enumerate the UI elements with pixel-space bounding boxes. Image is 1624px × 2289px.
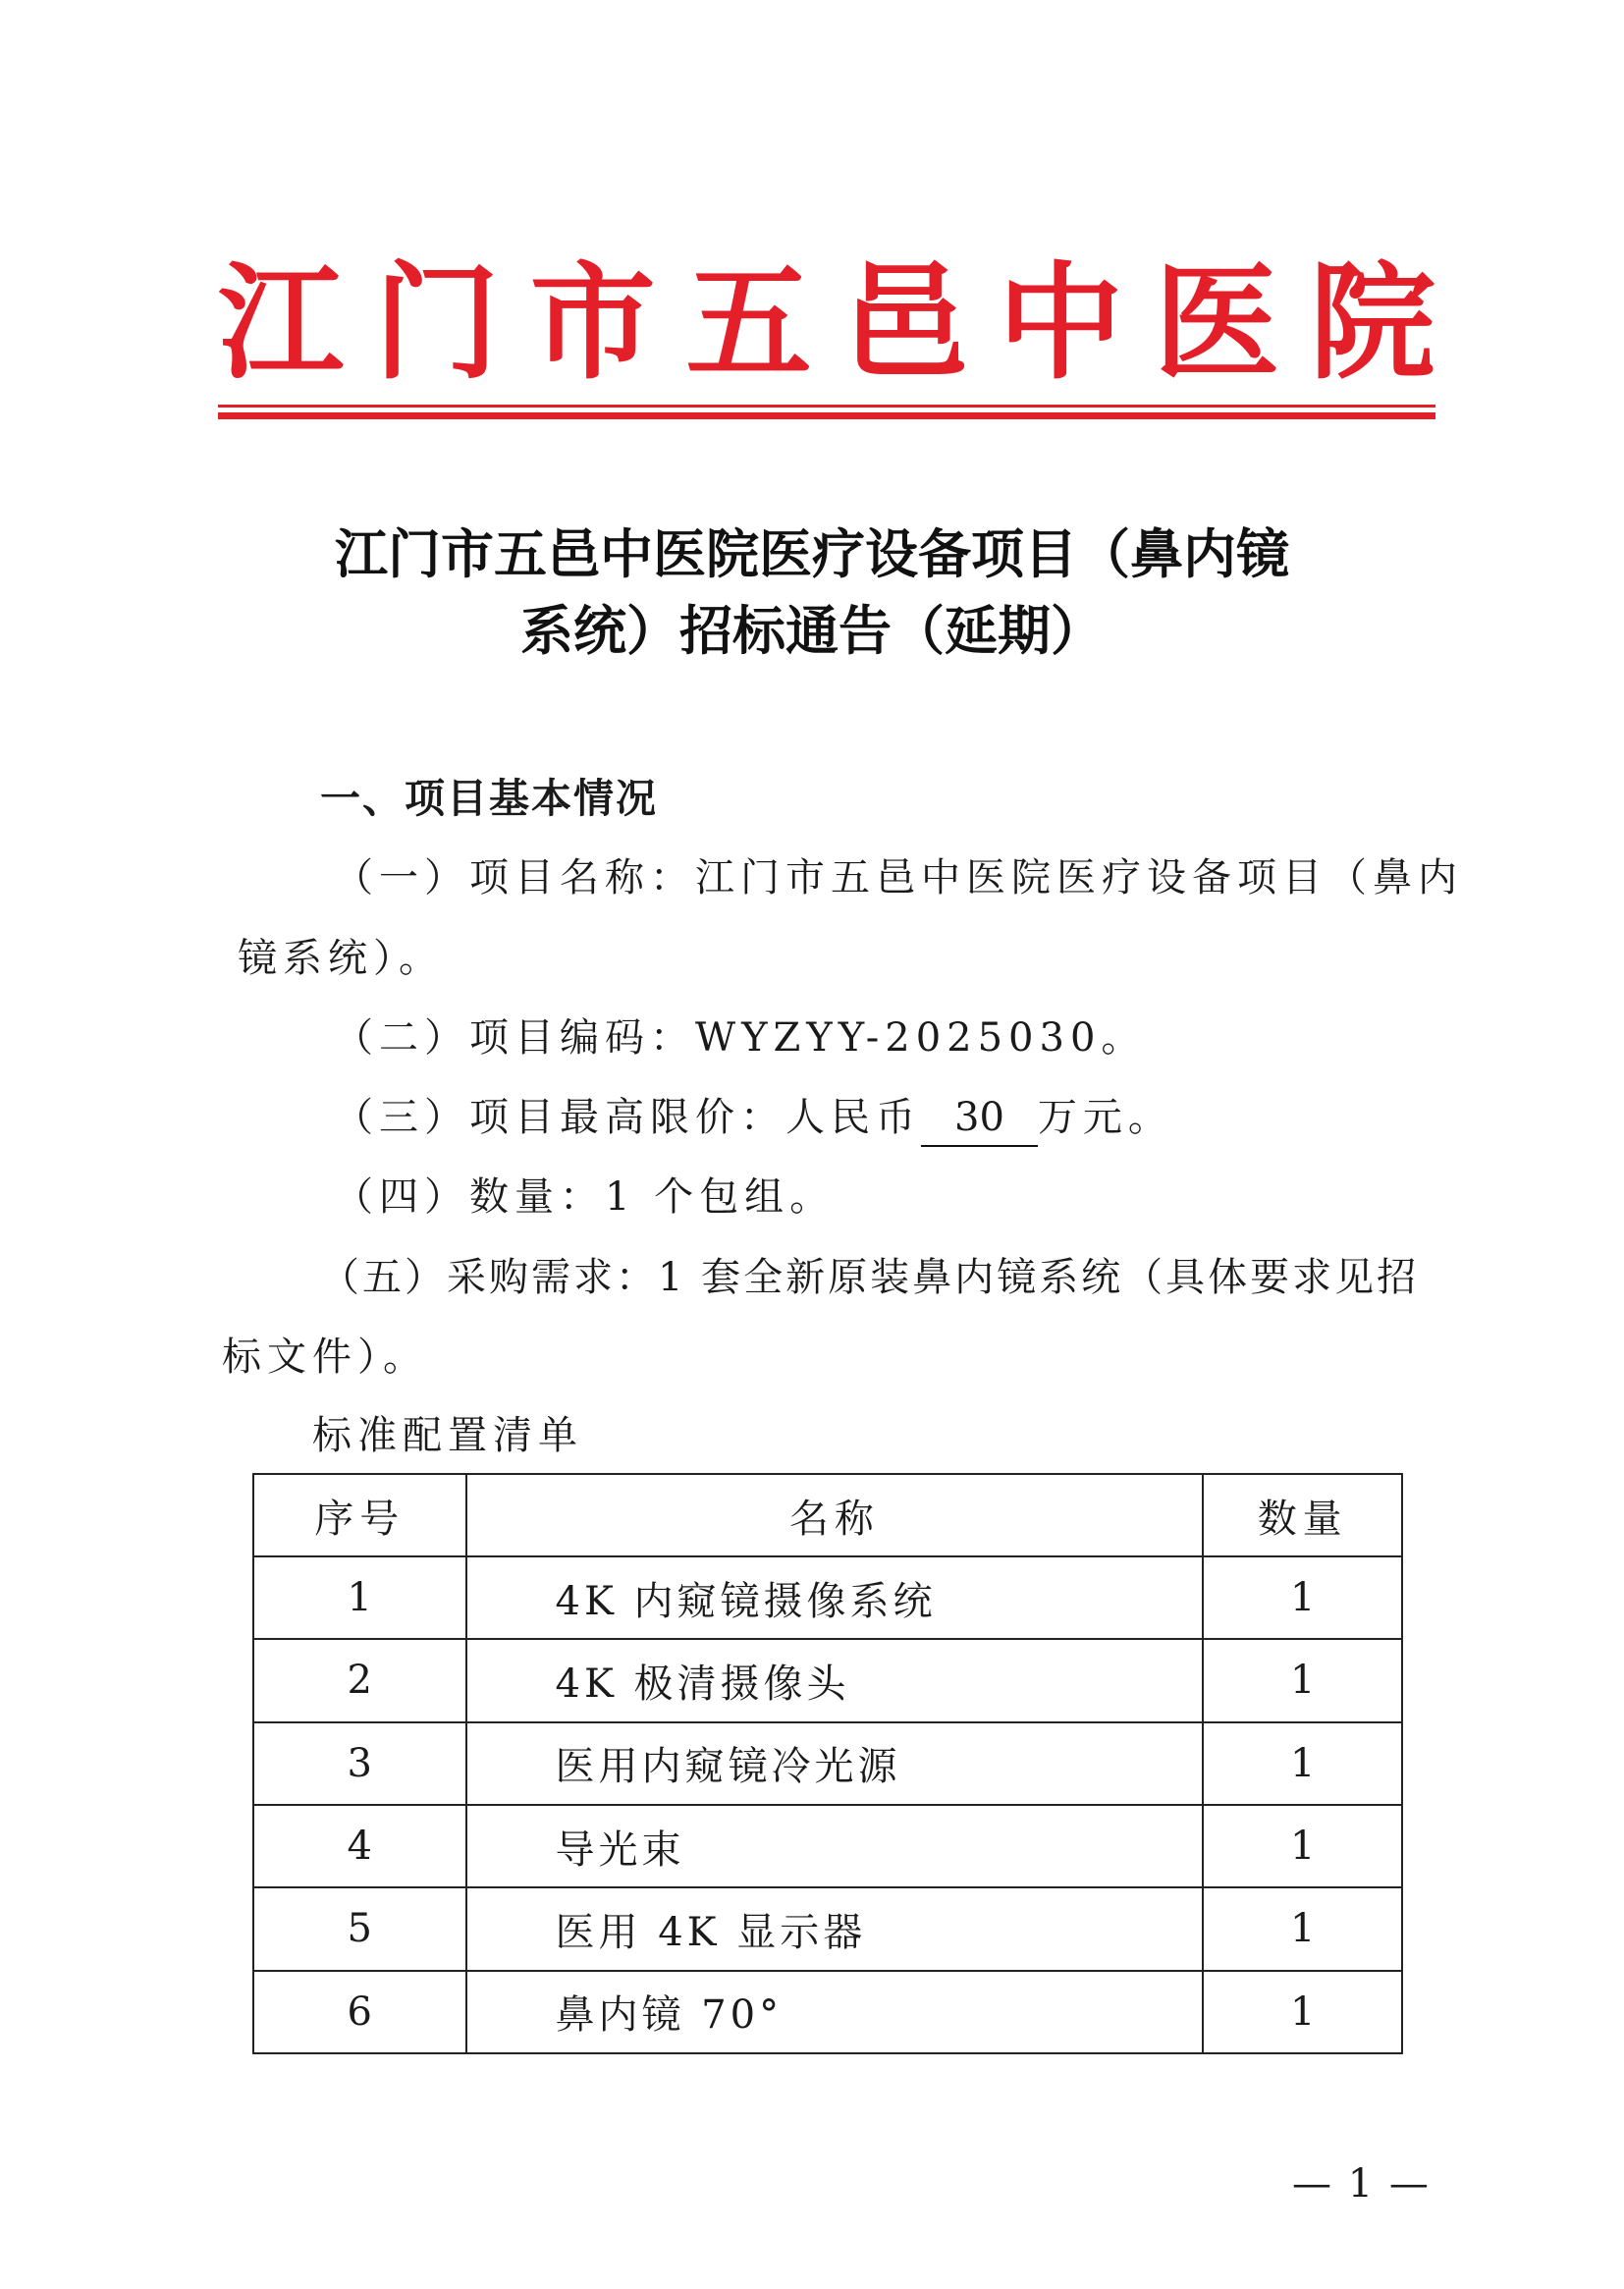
page-number: — 1 — xyxy=(1292,2161,1431,2207)
config-table-caption: 标准配置清单 xyxy=(312,1413,583,1458)
letterhead-char: 五 xyxy=(685,250,812,397)
row-index: 1 xyxy=(253,1556,466,1639)
row-name: 鼻内镜 70° xyxy=(466,1971,1204,2053)
item-requirement: （五）采购需求：1 套全新原装鼻内镜系统（具体要求见招 xyxy=(320,1255,1420,1300)
row-name: 医用 4K 显示器 xyxy=(466,1887,1204,1970)
item-project-name-cont: 镜系统）。 xyxy=(238,936,444,981)
row-quantity: 1 xyxy=(1203,1722,1402,1805)
document-title-line1: 江门市五邑中医院医疗设备项目（鼻内镜 xyxy=(335,523,1289,585)
row-quantity: 1 xyxy=(1203,1639,1402,1721)
row-name: 4K 内窥镜摄像系统 xyxy=(466,1556,1204,1639)
config-table xyxy=(252,1473,1403,2054)
letterhead-char: 医 xyxy=(1154,250,1280,397)
letterhead-char: 市 xyxy=(529,250,656,397)
header-quantity: 数量 xyxy=(1203,1474,1402,1556)
row-quantity: 1 xyxy=(1203,1556,1402,1639)
table-row xyxy=(253,1805,1402,1887)
row-quantity: 1 xyxy=(1203,1887,1402,1970)
row-name: 医用内窥镜冷光源 xyxy=(466,1722,1204,1805)
row-name: 4K 极清摄像头 xyxy=(466,1639,1204,1721)
max-price-prefix: （三）项目最高限价：人民币 xyxy=(334,1095,921,1140)
max-price-suffix: 万元。 xyxy=(1037,1095,1173,1140)
item-max-price xyxy=(334,1090,1173,1147)
header-name: 名称 xyxy=(466,1474,1204,1556)
letterhead-char: 门 xyxy=(373,250,500,397)
row-index: 4 xyxy=(253,1805,466,1887)
letterhead-char: 江 xyxy=(218,250,345,397)
item-quantity: （四）数量：1 个包组。 xyxy=(334,1174,836,1220)
row-index: 6 xyxy=(253,1971,466,2053)
letterhead-char: 中 xyxy=(998,250,1124,397)
item-project-code: （二）项目编码：WYZYY-2025030。 xyxy=(334,1015,1147,1061)
item-requirement-cont: 标文件）。 xyxy=(222,1335,428,1380)
row-name: 导光束 xyxy=(466,1805,1204,1887)
letterhead-char: 院 xyxy=(1309,250,1435,397)
item-project-name: （一）项目名称：江门市五邑中医院医疗设备项目（鼻内 xyxy=(334,855,1463,900)
letterhead-rule-thick xyxy=(218,412,1435,419)
letterhead-rule-thin xyxy=(218,405,1435,408)
row-index: 3 xyxy=(253,1722,466,1805)
table-row xyxy=(253,1722,1402,1805)
letterhead-char: 邑 xyxy=(841,250,968,397)
letterhead-title xyxy=(218,250,1435,397)
row-index: 5 xyxy=(253,1887,466,1970)
max-price-amount: 30 xyxy=(921,1090,1038,1147)
table-row xyxy=(253,1971,1402,2053)
header-index: 序号 xyxy=(253,1474,466,1556)
table-row xyxy=(253,1639,1402,1721)
table-row xyxy=(253,1556,1402,1639)
row-quantity: 1 xyxy=(1203,1805,1402,1887)
row-quantity: 1 xyxy=(1203,1971,1402,2053)
document-title-line2: 系统）招标通告（延期） xyxy=(520,600,1104,662)
table-header-row xyxy=(253,1474,1402,1556)
section-heading: 一、项目基本情况 xyxy=(320,775,658,822)
table-row xyxy=(253,1887,1402,1970)
row-index: 2 xyxy=(253,1639,466,1721)
